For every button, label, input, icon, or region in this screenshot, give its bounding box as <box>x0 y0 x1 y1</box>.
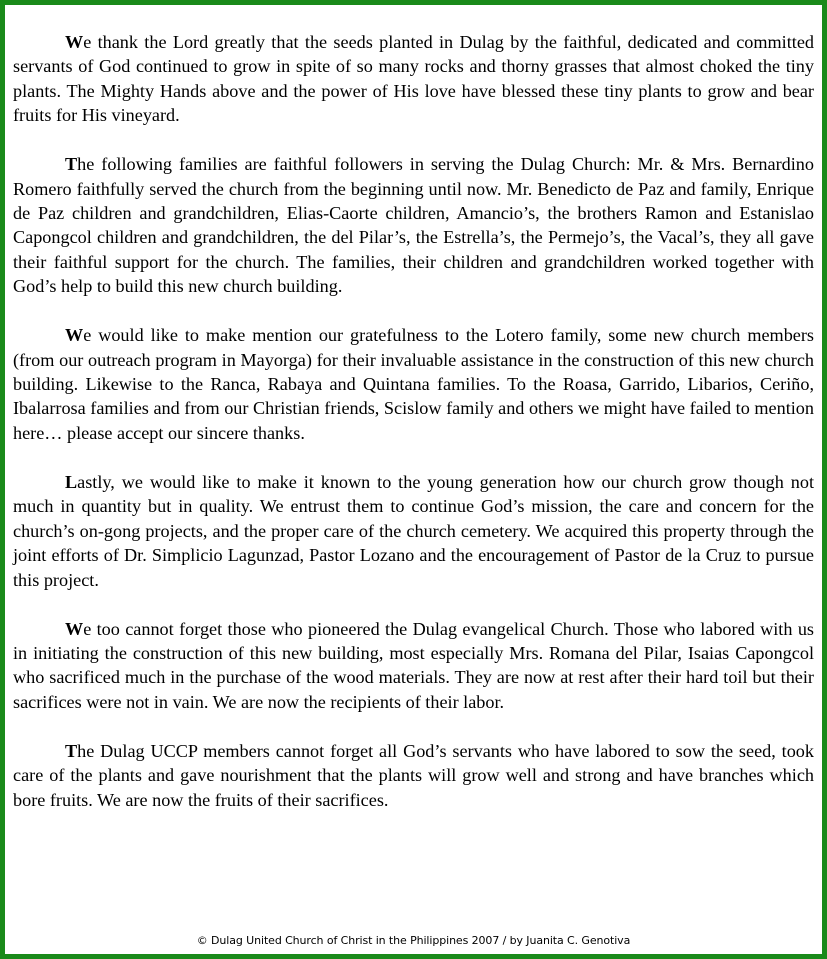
paragraph-gratefulness <box>13 323 814 445</box>
paragraph-text: e too cannot forget those who pioneered the Dulag evangelical Church. Those who labored with us in initiating the construction of this new building, most especially Mrs. Romana del Pilar, Isaias Capongcol who sacrificed much in the purchase of the wood materials. They are now at rest after their hard toil but their sacrifices were not in vain. We are now the recipients of their labor. <box>13 618 814 712</box>
paragraph-faithful-families <box>13 152 814 298</box>
paragraph-initial: W <box>65 325 84 346</box>
paragraph-thanksgiving <box>13 30 814 128</box>
paragraph-text: e would like to make mention our gratefulness to the Lotero family, some new church members (from our outreach program in Mayorga) for their invaluable assistance in the construction of this new church building. Likewise to the Ranca, Rabaya and Quintana families. To the Roasa, Garrido, Libarios, Ceriño, Ibalarrosa families and from our Christian friends, Scislow family and others we might have failed to mention here… please accept our sincere thanks. <box>13 325 814 443</box>
paragraph-pioneers <box>13 617 814 715</box>
paragraph-initial: L <box>65 471 78 492</box>
paragraph-text: e thank the Lord greatly that the seeds planted in Dulag by the faithful, dedicated and committed servants of God continued to grow in spite of so many rocks and thorny grasses that almost choked the tiny plants. The Mighty Hands above and the power of His love have blessed these tiny plants to grow and bear fruits for His vineyard. <box>13 32 814 126</box>
paragraph-text: astly, we would like to make it known to the young generation how our church grow though not much in quantity but in quality. We entrust them to continue God’s mission, the care and concern for the church’s on-gong projects, and the proper care of the church cemetery. We acquired this property through the joint efforts of Dr. Simplicio Lagunzad, Pastor Lozano and the encouragement of Pastor de la Cruz to pursue this project. <box>13 471 814 590</box>
paragraph-gods-servants <box>13 739 814 812</box>
document-body <box>13 30 814 837</box>
paragraph-initial: T <box>65 740 78 761</box>
paragraph-text: he Dulag UCCP members cannot forget all God’s servants who have labored to sow the seed, took care of the plants and gave nourishment that the plants will grow well and strong and have branches which bore fruits. We are now the fruits of their sacrifices. <box>13 740 814 810</box>
paragraph-initial: W <box>65 32 84 52</box>
copyright-footer: © Dulag United Church of Christ in the Philippines 2007 / by Juanita C. Genotiva <box>196 934 631 947</box>
paragraph-initial: T <box>65 154 78 175</box>
paragraph-text: he following families are faithful followers in serving the Dulag Church: Mr. & Mrs. Bernardino Romero faithfully served the church from the beginning until now. Mr. Benedicto de Paz and family, Enrique de Paz children and grandchildren, Elias-Caorte children, Amancio’s, the brothers Ramon and Estanislao Capongcol children and grandchildren, the del Pilar’s, the Estrella’s, the Permejo’s, the Vacal’s, they all gave their faithful support for the church. The families, their children and grandchildren worked together with God’s help to build this new church building. <box>13 154 814 297</box>
paragraph-young-generation <box>13 470 814 592</box>
paragraph-initial: W <box>65 618 84 639</box>
